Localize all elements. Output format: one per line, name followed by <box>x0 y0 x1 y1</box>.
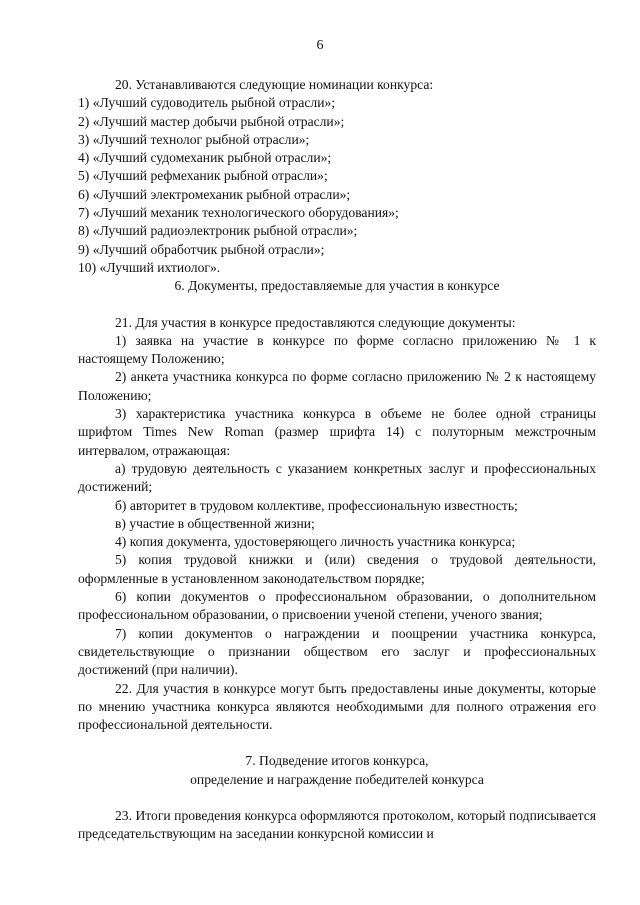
paragraph-21-item-3c: в) участие в общественной жизни; <box>115 515 315 531</box>
list-item: 9) «Лучший обработчик рыбной отрасли»; <box>78 241 325 257</box>
paragraph-21-item-6: 6) копии документов о профессиональном образовании, о дополнительном профессиональном образовании, о присвоении ученой степени, ученого звания; <box>78 589 596 623</box>
paragraph-21-item-3b: б) авторитет в трудовом коллективе, профессиональную известность; <box>115 497 518 513</box>
paragraph-21-intro: 21. Для участия в конкурсе предоставляются следующие документы: <box>115 314 516 330</box>
list-item: 1) «Лучший судоводитель рыбной отрасли»; <box>78 95 336 111</box>
list-item: 7) «Лучший механик технологического оборудования»; <box>78 205 399 221</box>
list-item: 4) «Лучший судомеханик рыбной отрасли»; <box>78 150 332 166</box>
paragraph-21-item-5: 5) копия трудовой книжки и (или) сведения о трудовой деятельности, оформленные в установленном законодательством порядке; <box>78 552 596 586</box>
document-body <box>78 76 596 844</box>
list-item: 6) «Лучший электромеханик рыбной отрасли»; <box>78 186 351 202</box>
paragraph-21-item-2: 2) анкета участника конкурса по форме согласно приложению № 2 к настоящему Положению; <box>78 369 596 403</box>
paragraph-21-item-4: 4) копия документа, удостоверяющего личность участника конкурса; <box>115 534 516 550</box>
paragraph-23: 23. Итоги проведения конкурса оформляются протоколом, который подписывается председательствующим на заседании конкурсной комиссии и <box>78 807 596 842</box>
paragraph-21-item-7: 7) копии документов о награждении и поощрении участника конкурса, свидетельствующие о признании обществом его заслуг и профессиональных достижений (при наличии). <box>78 625 596 678</box>
section-heading-6: 6. Документы, предоставляемые для участия в конкурсе <box>174 278 500 294</box>
list-item: 2) «Лучший мастер добычи рыбной отрасли»; <box>78 113 345 129</box>
nominations-list <box>78 94 596 277</box>
paragraph-21-item-1: 1) заявка на участие в конкурсе по форме согласно приложению № 1 к настоящему Положению; <box>78 332 596 367</box>
list-item: 8) «Лучший радиоэлектроник рыбной отрасли»; <box>78 223 358 239</box>
list-item: 5) «Лучший рефмеханик рыбной отрасли»; <box>78 168 328 184</box>
paragraph-21-item-3a: а) трудовую деятельность с указанием конкретных заслуг и профессиональных достижений; <box>78 460 596 495</box>
list-item: 10) «Лучший ихтиолог». <box>78 259 221 275</box>
page-number: 6 <box>316 38 324 53</box>
section-heading-7-line-1: 7. Подведение итогов конкурса, <box>245 753 429 769</box>
section-heading-7-line-2: определение и награждение победителей конкурса <box>190 771 484 787</box>
nominations-intro: 20. Устанавливаются следующие номинации конкурса: <box>115 77 434 92</box>
paragraph-22: 22. Для участия в конкурсе могут быть предоставлены иные документы, которые по мнению участника конкурса являются необходимыми для полного отражения его профессиональной деятельности. <box>78 680 596 733</box>
list-item: 3) «Лучший технолог рыбной отрасли»; <box>78 131 310 147</box>
paragraph-21-item-3: 3) характеристика участника конкурса в объеме не более одной страницы шрифтом Times New Roman (размер шрифта 14) с полуторным межстрочным интервалом, отражающая: <box>78 406 596 458</box>
